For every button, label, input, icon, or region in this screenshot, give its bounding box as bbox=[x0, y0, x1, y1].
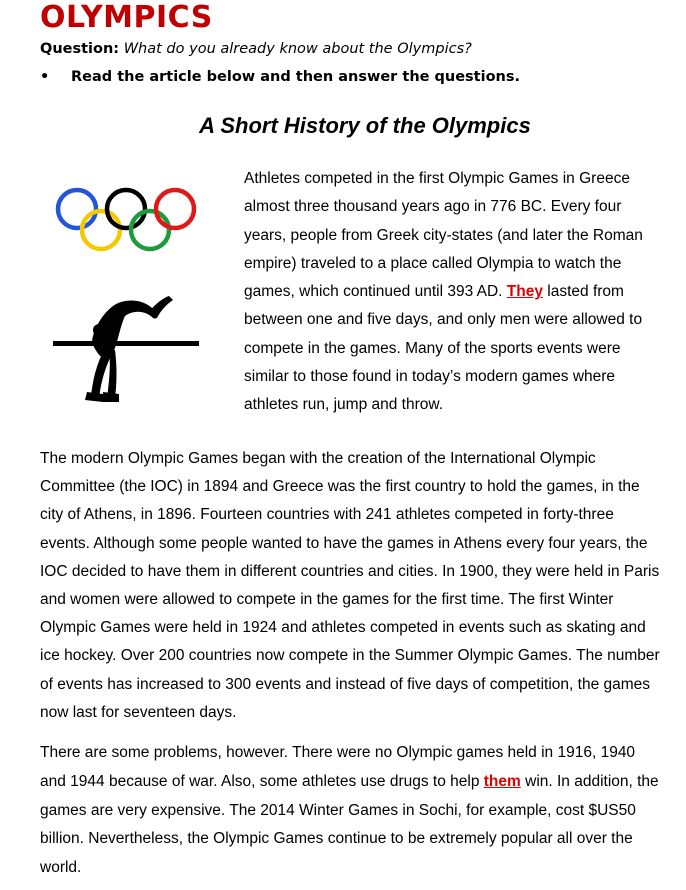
ring-red bbox=[156, 190, 194, 228]
reference-word-they: They bbox=[506, 283, 543, 301]
question-text: What do you already know about the Olympics? bbox=[123, 41, 472, 57]
article-paragraph-3 bbox=[40, 739, 660, 883]
ring-yellow bbox=[82, 211, 120, 249]
bullet-icon: • bbox=[40, 69, 50, 85]
reference-word-them: them bbox=[483, 772, 521, 790]
question bbox=[40, 39, 472, 59]
page-title: OLYMPICS bbox=[40, 0, 213, 35]
p3-text-before: There are some problems, however. There were no Olympic games held in 1916, 1940 and 1944 because of war. Also, some athletes use drugs to help bbox=[40, 744, 636, 790]
high-jump-bar bbox=[53, 341, 199, 346]
ring-black bbox=[107, 190, 145, 228]
article-paragraph-1 bbox=[244, 165, 664, 420]
olympic-rings-icon bbox=[55, 185, 205, 257]
p3-text-after: win. In addition, the games are very expensive. The 2014 Winter Games in Sochi, for example, cost $US50 billion. Nevertheless, the Olympic Games continue to be extremely popular all over the world. bbox=[40, 772, 659, 877]
instruction-text: Read the article below and then answer the questions. bbox=[71, 69, 521, 85]
instruction-bullet bbox=[40, 67, 520, 87]
question-label: Question: bbox=[40, 41, 120, 57]
high-jumper-silhouette-icon bbox=[53, 292, 201, 404]
ring-blue bbox=[58, 190, 96, 228]
article-heading: A Short History of the Olympics bbox=[199, 113, 531, 138]
p1-text-before: Athletes competed in the first Olympic Games in Greece almost three thousand years ago in 776 BC. Every four years, people from Greek city-states (and later the Roman empire) traveled to a place called Olympia to watch the games, which continued until 393 AD. bbox=[244, 170, 643, 301]
p1-text-after: lasted from between one and five days, and only men were allowed to compete in the games. Many of the sports events were similar to those found in today’s modern games where athletes run, jump and throw. bbox=[244, 283, 643, 414]
ring-green bbox=[131, 211, 169, 249]
article-paragraph-2: The modern Olympic Games began with the creation of the International Olympic Committee (the IOC) in 1894 and Greece was the first country to hold the games, in the city of Athens, in 1896. Fourteen countries with 241 athletes competed in forty-three events. Although some people wanted to have the games in Athens every four years, the IOC decided to have them in different countries and cities. In 1900, they were held in Paris and women were allowed to compete in the games for the first time. The first Winter Olympic Games were held in 1924 and athletes competed in events such as skating and ice hockey. Over 200 countries now compete in the Summer Olympic Games. The number of events has increased to 300 events and instead of five days of competition, the games now last for seventeen days. bbox=[40, 450, 660, 721]
